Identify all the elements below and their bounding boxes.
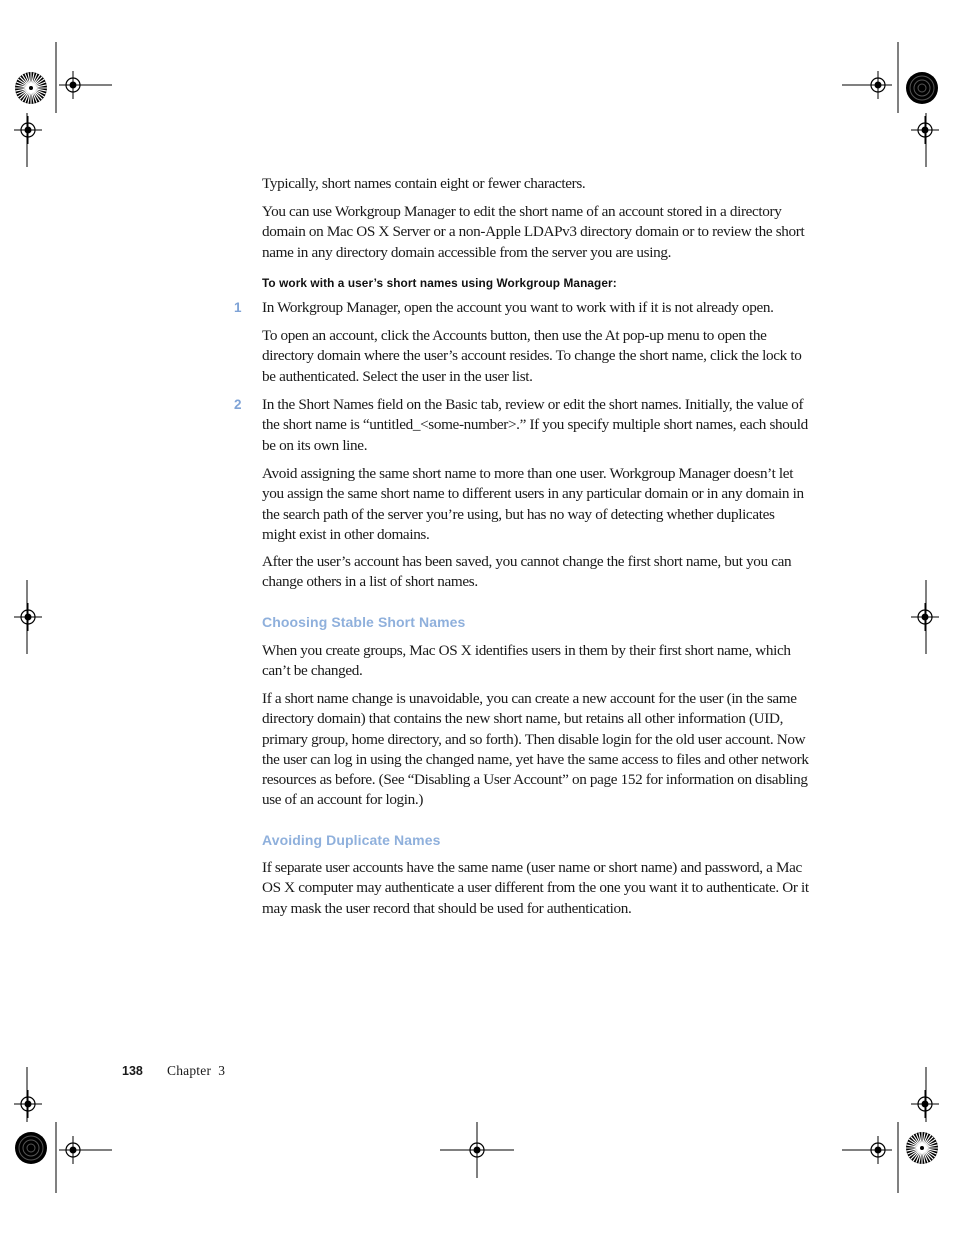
heading-avoiding-duplicate-names: Avoiding Duplicate Names — [262, 832, 441, 848]
heading-choosing-stable-short-names: Choosing Stable Short Names — [262, 614, 466, 630]
paragraph-groups: When you create groups, Mac OS X identifies users in them by their first short name, which can’t be changed. — [262, 642, 791, 680]
step-1-text: In Workgroup Manager, open the account you want to work with if it is not already open. — [262, 299, 774, 316]
paragraph-short-name-change: If a short name change is unavoidable, you can create a new account for the user (in the same directory domain) that contains the new short name, but retains all other information (UID, primary group, home directory, and so forth). Then disable login for the old user account. Now the user can log in using the changed name, yet have the same access to files and other network resources as before. (See “Disabling a User Account” on page 152 for information on disabling use of an account for login.) — [262, 690, 809, 809]
step-2-text: In the Short Names field on the Basic tab, review or edit the short names. Initially, the value of the short name is “untitled_<some-number>.” If you specify multiple short names, each should be on its own line. — [262, 396, 808, 454]
chapter-label: Chapter 3 — [167, 1063, 226, 1078]
step-number-1: 1 — [234, 300, 242, 315]
paragraph-separate-accounts: If separate user accounts have the same name (user name or short name) and password, a Mac OS X computer may authenticate a user different from the one you want it to authenticate. Or it may mask the user record that should be used for authentication. — [262, 859, 809, 917]
paragraph-after-saved: After the user’s account has been saved, you cannot change the first short name, but you can change others in a list of short names. — [262, 553, 792, 591]
paragraph-short-name-length: Typically, short names contain eight or fewer characters. — [262, 175, 586, 192]
paragraph-edit-short-name: You can use Workgroup Manager to edit the short name of an account stored in a directory domain on Mac OS X Server or a non-Apple LDAPv3 directory domain or to review the short name in any directory domain accessible from the server you are using. — [262, 203, 805, 261]
paragraph-avoid-duplicates: Avoid assigning the same short name to more than one user. Workgroup Manager doesn’t let you assign the same short name to different users in any particular domain or in any domain in the search path of the server you’re using, but has no way of detecting whether duplicates might exist in other domains. — [262, 465, 804, 543]
step-number-2: 2 — [234, 397, 242, 412]
step-1-detail: To open an account, click the Accounts button, then use the At pop-up menu to open the directory domain where the user’s account resides. To change the short name, click the lock to be authenticated. Select the user in the user list. — [262, 327, 802, 385]
procedure-lead-in: To work with a user’s short names using Workgroup Manager: — [262, 276, 617, 290]
page-number: 138 — [122, 1064, 143, 1078]
